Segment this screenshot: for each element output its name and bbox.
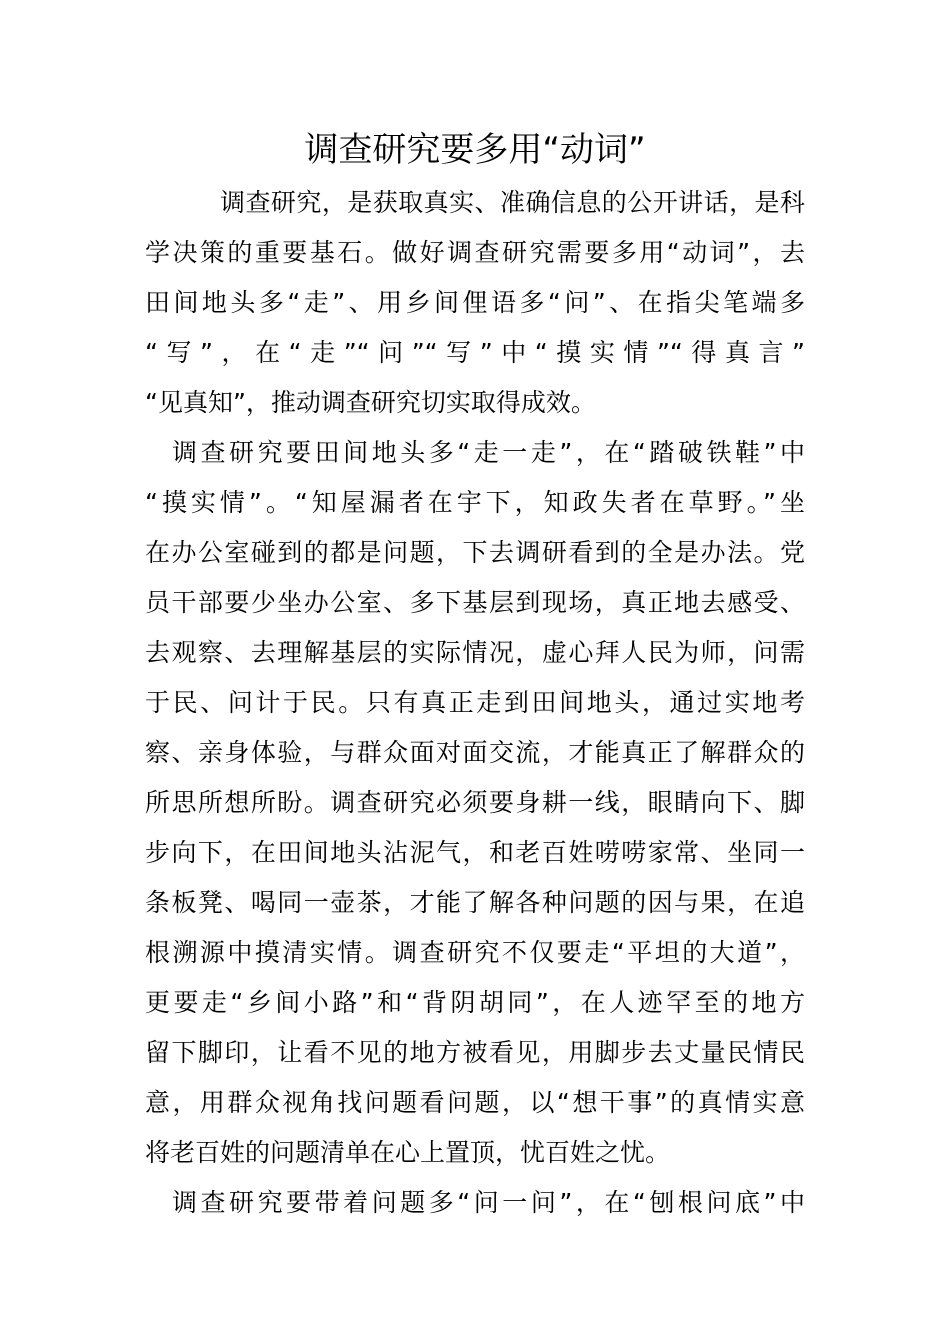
text-line: 留下脚印，让看不见的地方被看见，用脚步去丈量民情民 (145, 1038, 805, 1067)
text-line: “写”，在“走”“问”“写”中“摸实情”“得真言” (145, 338, 805, 367)
text-line: 员干部要少坐办公室、多下基层到现场，真正地去感受、 (145, 588, 805, 617)
paragraph-ask (145, 1178, 805, 1228)
document-title: 调查研究要多用“动词” (304, 130, 646, 170)
text-line: “摸实情”。“知屋漏者在宇下，知政失者在草野。”坐 (145, 488, 805, 517)
text-line: 田间地头多“走”、用乡间俚语多“问”、在指尖笔端多 (145, 288, 805, 317)
text-line: 于民、问计于民。只有真正走到田间地头，通过实地考 (145, 688, 805, 717)
paragraph-walk (145, 428, 805, 1178)
text-line: 将老百姓的问题清单在心上置顶，忧百姓之忧。 (145, 1138, 671, 1167)
text-line: “见真知”，推动调查研究切实取得成效。 (145, 388, 596, 417)
text-line: 意，用群众视角找问题看问题，以“想干事”的真情实意 (145, 1088, 805, 1117)
text-line: 调查研究要田间地头多“走一走”，在“踏破铁鞋”中 (172, 438, 805, 467)
text-line: 调查研究要带着问题多“问一问”，在“刨根问底”中 (172, 1188, 805, 1217)
text-line: 所思所想所盼。调查研究必须要身耕一线，眼睛向下、脚 (145, 788, 805, 817)
text-line: 去观察、去理解基层的实际情况，虚心拜人民为师，问需 (145, 638, 805, 667)
text-line: 条板凳、喝同一壶茶，才能了解各种问题的因与果，在追 (145, 888, 805, 917)
paragraph-intro (145, 178, 805, 428)
text-line: 在办公室碰到的都是问题，下去调研看到的全是办法。党 (145, 538, 805, 567)
text-line: 步向下，在田间地头沾泥气，和老百姓唠唠家常、坐同一 (145, 838, 805, 867)
text-line: 学决策的重要基石。做好调查研究需要多用“动词”，去 (145, 238, 805, 267)
text-line: 调查研究，是获取真实、准确信息的公开讲话，是科 (220, 188, 805, 217)
document-body (145, 178, 805, 1228)
text-line: 根溯源中摸清实情。调查研究不仅要走“平坦的大道”， (145, 938, 805, 967)
text-line: 更要走“乡间小路”和“背阴胡同”，在人迹罕至的地方 (145, 988, 805, 1017)
text-line: 察、亲身体验，与群众面对面交流，才能真正了解群众的 (145, 738, 805, 767)
